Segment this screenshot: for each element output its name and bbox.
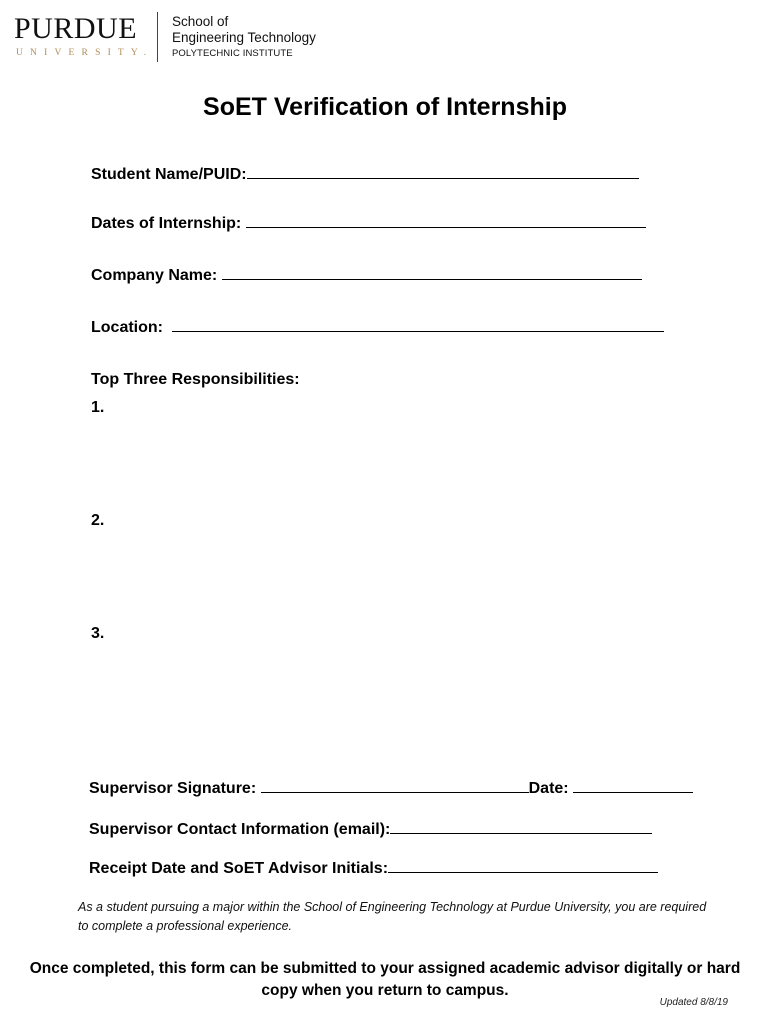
student-field xyxy=(91,163,639,185)
header-logo-block xyxy=(14,12,334,64)
responsibility-2-number: 2. xyxy=(91,512,105,529)
school-name-line2: Engineering Technology xyxy=(172,30,316,45)
supervisor-contact-field xyxy=(89,818,652,840)
location-label: Location: xyxy=(91,319,163,336)
student-input-line[interactable] xyxy=(247,163,639,179)
receipt-input-line[interactable] xyxy=(388,857,658,873)
student-label: Student Name/PUID: xyxy=(91,166,247,183)
company-input-line[interactable] xyxy=(222,264,642,280)
receipt-label: Receipt Date and SoET Advisor Initials: xyxy=(89,860,389,877)
receipt-field xyxy=(89,857,658,879)
company-field xyxy=(91,264,642,286)
dates-field xyxy=(91,212,646,234)
company-label: Company Name: xyxy=(91,267,218,284)
supervisor-contact-line[interactable] xyxy=(390,818,652,834)
date-input-line[interactable] xyxy=(573,777,693,793)
date-label: Date: xyxy=(528,780,569,797)
form-title: SoET Verification of Internship xyxy=(203,93,567,121)
purdue-logo-subtitle: UNIVERSITY. xyxy=(16,48,154,58)
dates-input-line[interactable] xyxy=(246,212,646,228)
responsibility-3-number: 3. xyxy=(91,625,105,642)
updated-date: Updated 8/8/19 xyxy=(659,997,728,1008)
supervisor-signature-line[interactable] xyxy=(261,777,529,793)
professional-experience-note: As a student pursuing a major within the School of Engineering Technology at Purdue University, you are required to complete a professional experience. xyxy=(78,900,707,933)
submission-instructions: Once completed, this form can be submitted to your assigned academic advisor digitally or hard copy when you return to campus. xyxy=(29,960,741,999)
location-input-line[interactable] xyxy=(172,316,664,332)
school-name-line1: School of xyxy=(172,14,229,29)
supervisor-signature-label: Supervisor Signature: xyxy=(89,780,257,797)
dates-label: Dates of Internship: xyxy=(91,215,242,232)
supervisor-signature-field xyxy=(89,777,693,799)
responsibility-1-number: 1. xyxy=(91,399,105,416)
header-divider xyxy=(157,12,158,62)
responsibilities-label: Top Three Responsibilities: xyxy=(91,371,300,388)
institute-name: POLYTECHNIC INSTITUTE xyxy=(172,48,293,59)
purdue-logo-wordmark: PURDUE xyxy=(14,12,138,45)
location-field xyxy=(91,316,664,338)
supervisor-contact-label: Supervisor Contact Information (email): xyxy=(89,821,391,838)
